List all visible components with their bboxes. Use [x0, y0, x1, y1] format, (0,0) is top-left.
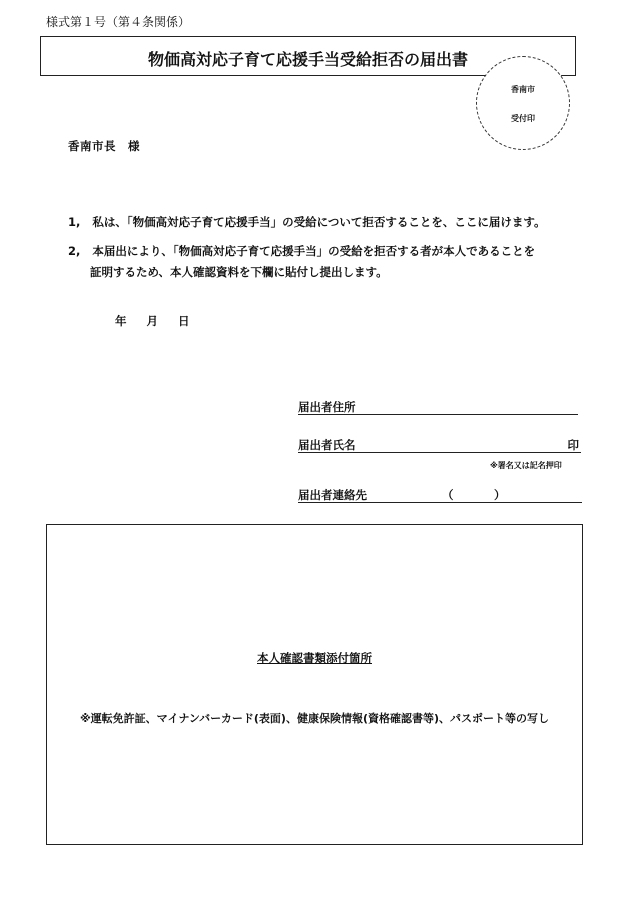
date-line [115, 313, 206, 329]
stamp-label: 受付印 [511, 114, 535, 123]
statement-item-1 [68, 212, 608, 233]
date-month: 月 [146, 314, 159, 328]
attachment-title-text: 本人確認書類添付箇所 [257, 651, 372, 665]
document-title: 物価高対応子育て応援手当受給拒否の届出書 [147, 50, 468, 69]
item-text: 私は、「物価高対応子育て応援手当」の受給について拒否することを、ここに届けます。 [92, 215, 546, 229]
item-text-continued: 証明するため、本人確認資料を下欄に貼付し提出します。 [90, 265, 388, 279]
applicant-contact-field[interactable] [298, 487, 582, 503]
statement-item-2 [68, 241, 608, 283]
date-year: 年 [115, 314, 127, 328]
item-text: 本届出により、「物価高対応子育て応援手当」の受給を拒否する者が本人であることを [92, 244, 536, 258]
attachment-title [46, 650, 583, 666]
paren-open: （ [442, 488, 454, 502]
stamp-city: 香南市 [511, 85, 535, 94]
name-label: 届出者氏名 [298, 438, 356, 452]
attachment-note: ※運転免許証、マイナンバーカード(表面)、健康保険情報(資格確認書等)、パスポート等の写し [79, 712, 550, 725]
signature-note: ※署名又は記名押印 [490, 461, 562, 470]
address-label: 届出者住所 [298, 400, 356, 414]
attachment-area [46, 524, 583, 845]
form-number: 様式第１号（第４条関係） [46, 15, 191, 29]
applicant-address-field[interactable] [298, 399, 578, 415]
reception-stamp-circle [476, 56, 570, 150]
date-day: 日 [178, 314, 190, 328]
item-number: 2, [68, 244, 81, 258]
seal-mark: 印 [567, 438, 579, 452]
addressee: 香南市長 様 [68, 139, 140, 153]
paren-close: ） [494, 488, 506, 502]
contact-label: 届出者連絡先 [298, 488, 367, 502]
applicant-name-field[interactable] [298, 437, 581, 453]
item-number: 1, [68, 215, 81, 229]
